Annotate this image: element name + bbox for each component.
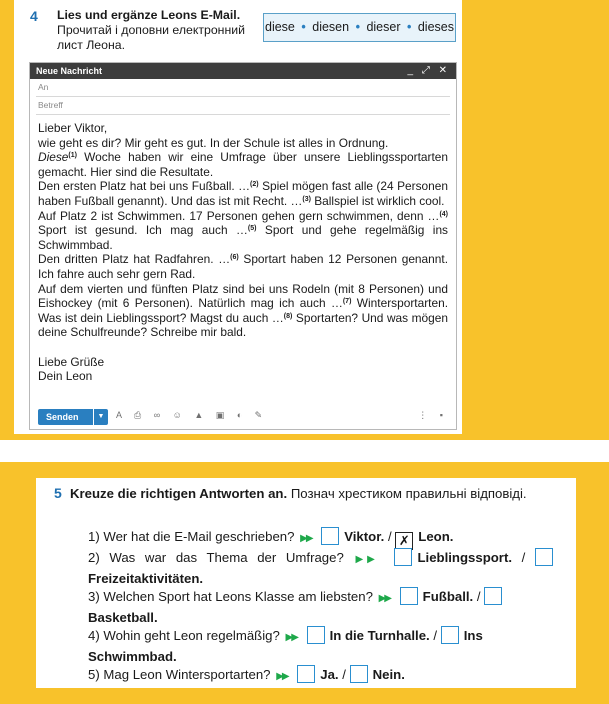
body-text-span: Den dritten Platz hat Radfahren. … [38, 252, 231, 267]
exercise-4-title-bold: Lies und ergänze Leons E-Mail. [57, 8, 241, 22]
exercise-4-instructions [57, 8, 247, 53]
arrow-icon: ▶▶ [285, 632, 297, 643]
exercise-5-number: 5 [54, 485, 62, 501]
closing-signature: Dein Leon [38, 369, 93, 384]
word-bank-item: diesen [312, 20, 350, 34]
body-text-span: Auf dem vierten und fünften Platz sind bei uns Rodeln (mit 8 Personen) und Eishockey (mit 6 Personen). Natürlich mag ich auch … [38, 281, 448, 311]
checkbox[interactable] [307, 626, 325, 644]
body-paragraph [38, 179, 448, 208]
word-bank-item: dieser [366, 20, 401, 34]
answer-option: Ins Schwimmbad. [88, 628, 483, 664]
window-controls-icon[interactable]: _ ⤢ ✕ [407, 65, 450, 76]
checkbox-checked[interactable]: ✗ [395, 532, 413, 550]
body-text-span: Ballspiel ist wirklich cool. [310, 193, 445, 208]
separator: / [521, 550, 526, 565]
word-bank-item: dieses [417, 20, 454, 34]
body-text-span: Sport und gehe regelmäßig ins Schwimmbad. [38, 223, 448, 252]
body-text-span: Woche haben wir eine Umfrage über unsere Lieblingssportarten gemacht. Hier sind die Resultate. [38, 150, 448, 179]
checkbox[interactable] [394, 548, 412, 566]
question-text: 2) Was war das Thema der Umfrage? [88, 550, 344, 565]
exercise-4-number: 4 [30, 8, 38, 24]
question-text: 5) Mag Leon Wintersportarten? [88, 667, 271, 682]
answer-option: Leon. [418, 529, 454, 544]
subject-field[interactable]: Betreff [36, 97, 450, 115]
question-text: 1) Wer hat die E-Mail geschrieben? [88, 529, 295, 544]
bullet-icon: • [406, 20, 412, 34]
gap-marker: (5) [247, 225, 257, 233]
checkbox[interactable] [400, 587, 418, 605]
body-text-span: Sportart haben 12 Personen genannt. Ich fahre auch sehr gern Rad. [38, 252, 448, 281]
bullet-icon: • [301, 20, 306, 34]
question-2 [88, 548, 558, 588]
more-options-icon[interactable]: ⋮ ▪ [418, 410, 448, 420]
arrow-icon: ▶▶ [355, 554, 379, 565]
body-text-span: Sportarten? Und was mögen deine Schulfreunde? Schreibe mir bald. [38, 310, 448, 340]
exercise-4-title-translation: Прочитай і доповни електронний лист Леона. [57, 23, 246, 52]
separator: / [433, 628, 438, 643]
answer-option: Basketball. [88, 610, 158, 625]
arrow-icon: ▶▶ [378, 593, 390, 604]
closing-greeting: Liebe Grüße [38, 354, 105, 369]
separator: / [387, 529, 392, 544]
body-paragraph [38, 282, 448, 340]
question-1 [88, 527, 568, 550]
body-text-span: Auf Platz 2 ist Schwimmen. 17 Personen gehen gern schwimmen, denn … [38, 208, 440, 223]
gap-marker: (7) [342, 298, 352, 306]
gap-marker: (8) [283, 312, 293, 320]
question-5 [88, 665, 558, 686]
formatting-tools-icon[interactable]: A ⎙ ∞ ☺ ▲ ▣ ◐ ✎ [116, 410, 268, 420]
chevron-down-icon[interactable]: ▼ [93, 409, 108, 425]
answer-option: Ja. [320, 667, 339, 682]
answer-option: Fußball. [422, 589, 474, 604]
bullet-icon: • [355, 20, 360, 34]
gap-marker: (4) [439, 210, 448, 218]
question-3 [88, 587, 558, 627]
send-button[interactable] [38, 409, 108, 425]
answer-option: Viktor. [344, 529, 385, 544]
gap-marker: (1) [68, 152, 77, 160]
body-line: wie geht es dir? Mir geht es gut. In der Schule ist alles in Ordnung. [38, 135, 389, 150]
separator: / [342, 667, 346, 682]
checkbox[interactable] [350, 665, 368, 683]
recipient-field[interactable]: An [36, 79, 450, 97]
body-text-span: Wintersportarten. Was ist dein Lieblingssport? Magst du auch … [38, 296, 448, 325]
compose-toolbar [36, 409, 450, 425]
salutation: Lieber Viktor, [38, 121, 108, 135]
answer-option: Freizeitaktivitäten. [88, 571, 204, 586]
checkbox[interactable] [321, 527, 339, 545]
body-text-span: Spiel mögen fast alle (24 Personen haben Fußball genannt). Und das ist mit Recht. … [38, 179, 448, 208]
exercise-5-title-bold: Kreuze die richtigen Antworten an. [70, 486, 288, 501]
body-paragraph [38, 252, 448, 281]
arrow-icon: ▶▶ [276, 671, 288, 682]
word-bank-item: diese [265, 20, 295, 34]
answer-option: In die Turnhalle. [329, 628, 430, 643]
body-text-span: Sport ist gesund. Ich mag auch … [38, 223, 248, 238]
compose-title: Neue Nachricht [36, 66, 103, 76]
question-text: 4) Wohin geht Leon regelmäßig? [88, 628, 280, 643]
gap-marker: (6) [230, 254, 239, 262]
exercise-5-instructions [70, 485, 560, 503]
word-bank [263, 13, 456, 42]
answer-option: Lieblingssport. [417, 550, 512, 565]
gap-marker: (2) [250, 181, 259, 189]
send-button-label: Senden [46, 412, 79, 422]
email-body[interactable] [30, 115, 456, 384]
example-word: Diese [38, 150, 69, 165]
checkbox[interactable] [297, 665, 315, 683]
email-compose-window [29, 62, 457, 430]
answer-option: Nein. [372, 667, 405, 682]
checkbox[interactable] [535, 548, 553, 566]
checkbox[interactable] [441, 626, 459, 644]
exercise-5-title-translation: Познач хрестиком правильні відповіді. [290, 486, 527, 501]
arrow-icon: ▶▶ [300, 533, 312, 544]
separator: / [476, 589, 481, 604]
question-text: 3) Welchen Sport hat Leons Klasse am liebsten? [88, 589, 373, 604]
body-paragraph [38, 209, 448, 253]
body-text-span: Den ersten Platz hat bei uns Fußball. … [38, 179, 251, 194]
body-paragraph [38, 150, 448, 179]
checkbox[interactable] [484, 587, 502, 605]
compose-header [30, 63, 456, 79]
gap-marker: (3) [302, 195, 311, 203]
question-4 [88, 626, 558, 666]
